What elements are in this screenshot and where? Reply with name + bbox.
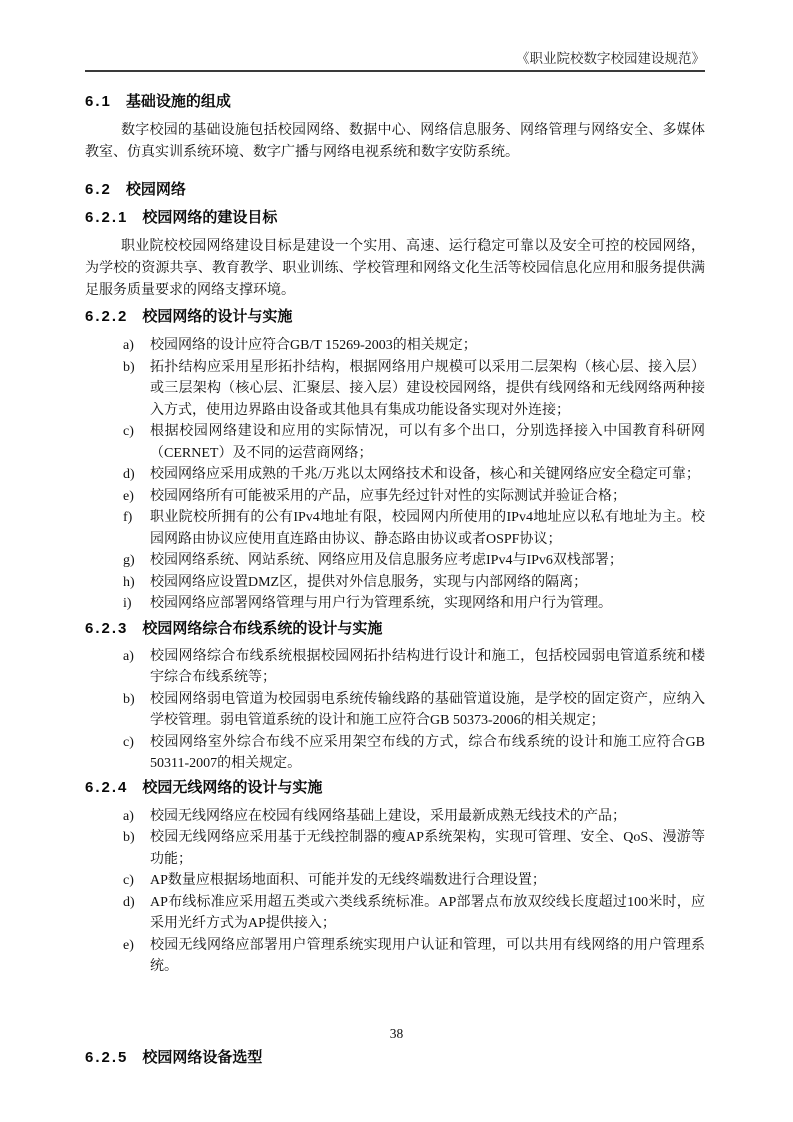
list-item-label: d) [123, 467, 135, 482]
list-item-text: 根据校园网络建设和应用的实际情况，可以有多个出口，分别选择接入中国教育科研网（CERNET）及不同的运营商网络； [150, 424, 705, 461]
list-item-text: 校园网络弱电管道为校园弱电系统传输线路的基础管道设施，是学校的固定资产，应纳入学校管理。弱电管道系统的设计和施工应符合GB 50373-2006的相关规定； [150, 691, 705, 728]
heading-title: 校园网络的设计与实施 [142, 308, 293, 325]
page-content [85, 0, 705, 1068]
list-item-label: b) [123, 691, 135, 707]
list-item [85, 572, 705, 594]
list-item-label: c) [123, 424, 134, 439]
list-item [85, 806, 705, 828]
heading-number: 6.2 [85, 181, 112, 198]
heading-6-2-3 [85, 619, 705, 639]
header-doc-title: 《职业院校数字校园建设规范》 [516, 51, 705, 66]
heading-title: 校园网络设备选型 [142, 1048, 263, 1066]
list-item-text: 校园网络应采用成熟的千兆/万兆以太网络技术和设备，核心和关键网络应安全稳定可靠； [150, 467, 700, 482]
heading-number: 6.2.1 [85, 209, 129, 226]
heading-title: 校园网络综合布线系统的设计与实施 [142, 619, 383, 637]
list-item-text: 拓扑结构应采用星形拓扑结构，根据网络用户规模可以采用二层架构（核心层、接入层）或三层架构（核心层、汇聚层、接入层）建设校园网络，提供有线网络和无线网络两种接入方式，使用边界路由设备或其他具有集成功能设备实现对外连接； [150, 359, 705, 418]
list-item-label: d) [123, 894, 135, 910]
list-item-text: 校园网络所有可能被采用的产品，应事先经过针对性的实际测试并验证合格； [150, 488, 626, 504]
heading-number: 6.2.5 [85, 1048, 129, 1066]
list-item [85, 935, 705, 978]
list-item-label: c) [123, 873, 134, 888]
list-item [85, 357, 705, 422]
list-item [85, 689, 705, 732]
list-item-text: 校园无线网络应在校园有线网络基础上建设，采用最新成熟无线技术的产品； [150, 808, 626, 824]
page-number: 38 [389, 1026, 404, 1041]
list-6-2-4 [85, 806, 705, 978]
list-item-label: c) [123, 734, 134, 750]
heading-number: 6.2.3 [85, 619, 129, 637]
heading-number: 6.2.4 [85, 778, 129, 796]
heading-title: 校园网络的建设目标 [142, 209, 278, 226]
paragraph-6-2-1: 职业院校校园网络建设目标是建设一个实用、高速、运行稳定可靠以及安全可控的校园网络，为学校的资源共享、教育教学、职业训练、学校管理和网络文化生活等校园信息化应用和服务提供满足服务质量要求的网络支撑环境。 [85, 239, 705, 298]
heading-6-2-4 [85, 778, 705, 798]
heading-number: 6.2.2 [85, 308, 129, 325]
list-item-text: 职业院校所拥有的公有IPv4地址有限，校园网内所使用的IPv4地址应以私有地址为主。校园网路由协议应使用直连路由协议、静态路由协议或者OSPF协议； [150, 510, 705, 547]
heading-number: 6.1 [85, 93, 112, 110]
list-item [85, 870, 705, 892]
list-item-text: AP布线标准应采用超五类或六类线系统标准。AP部署点布放双绞线长度超过100米时，应采用光纤方式为AP提供接入； [150, 894, 705, 931]
list-item [85, 646, 705, 689]
list-item-text: 校园网络系统、网站系统、网络应用及信息服务应考虑IPv4与IPv6双栈部署； [150, 553, 623, 568]
list-item [85, 827, 705, 870]
heading-title: 校园无线网络的设计与实施 [142, 778, 323, 796]
list-item-label: h) [123, 574, 135, 590]
list-item [85, 593, 705, 615]
list-item [85, 486, 705, 508]
list-item [85, 421, 705, 464]
list-item [85, 464, 705, 486]
list-item-label: e) [123, 937, 134, 953]
page-header [85, 0, 705, 72]
list-item [85, 507, 705, 550]
heading-6-2-2 [85, 307, 705, 327]
list-item-label: e) [123, 488, 134, 504]
list-item-label: a) [123, 808, 134, 824]
list-item-text: 校园网络的设计应符合GB/T 15269-2003的相关规定； [150, 338, 477, 353]
list-item-text: AP数量应根据场地面积、可能并发的无线终端数进行合理设置； [150, 873, 546, 888]
list-item-text: 校园网络应部署网络管理与用户行为管理系统，实现网络和用户行为管理。 [150, 596, 612, 611]
heading-6-2-5 [85, 1048, 705, 1068]
heading-6-1 [85, 92, 705, 112]
list-item-label: b) [123, 359, 135, 375]
heading-6-2-1 [85, 208, 705, 228]
list-item-label: i) [123, 596, 132, 611]
list-item-label: a) [123, 338, 134, 353]
list-item-label: b) [123, 830, 135, 845]
list-6-2-3 [85, 646, 705, 775]
list-6-2-2 [85, 335, 705, 615]
heading-title: 校园网络 [125, 181, 186, 198]
list-item [85, 335, 705, 357]
list-item-label: a) [123, 648, 134, 664]
list-item-text: 校园网络应设置DMZ区，提供对外信息服务，实现与内部网络的隔离； [150, 574, 588, 590]
list-item [85, 550, 705, 572]
list-item-text: 校园网络综合布线系统根据校园网拓扑结构进行设计和施工，包括校园弱电管道系统和楼宇综合布线系统等； [150, 648, 705, 685]
list-item-label: g) [123, 553, 135, 568]
list-item-text: 校园无线网络应部署用户管理系统实现用户认证和管理，可以共用有线网络的用户管理系统。 [150, 937, 705, 974]
heading-6-2 [85, 180, 705, 200]
list-item [85, 892, 705, 935]
heading-title: 基础设施的组成 [125, 93, 231, 110]
list-item-text: 校园网络室外综合布线不应采用架空布线的方式，综合布线系统的设计和施工应符合GB 50311-2007的相关规定。 [150, 734, 705, 771]
list-item-label: f) [123, 510, 133, 525]
list-item [85, 732, 705, 775]
paragraph-6-1: 数字校园的基础设施包括校园网络、数据中心、网络信息服务、网络管理与网络安全、多媒体教室、仿真实训系统环境、数字广播与网络电视系统和数字安防系统。 [85, 123, 705, 160]
list-item-text: 校园无线网络应采用基于无线控制器的瘦AP系统架构，实现可管理、安全、QoS、漫游等功能； [150, 830, 705, 867]
